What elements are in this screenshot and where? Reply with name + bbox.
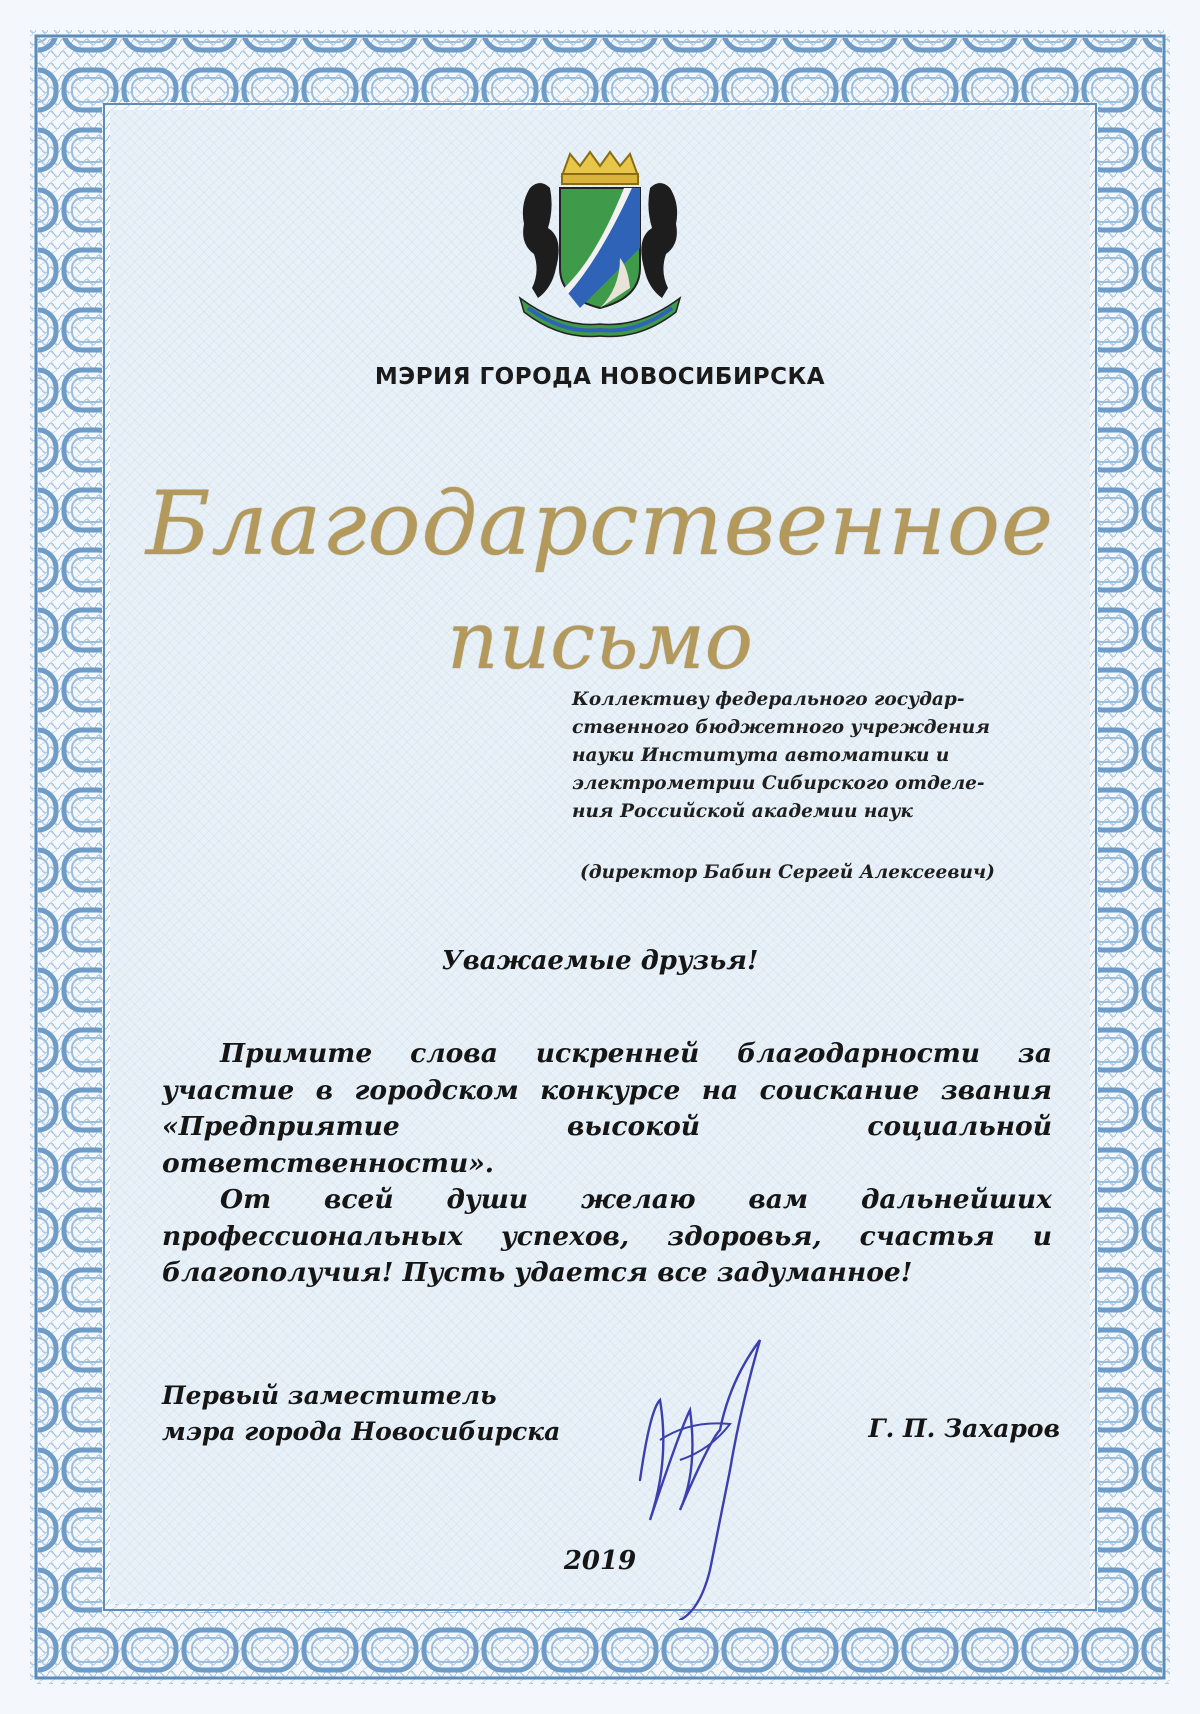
addressee-line: ния Российской академии наук [572,801,913,822]
letter-body [162,1036,1052,1292]
signer-title [162,1378,622,1450]
addressee-line: науки Института автоматики и [572,745,950,766]
signer-title-line-1: Первый заместитель [162,1381,497,1410]
novosibirsk-coat-of-arms-icon [500,148,700,344]
paragraph-2: От всей души желаю вам дальнейших профессиональных успехов, здоровья, счастья и благополучия! Пусть удается все задуманное! [162,1184,1052,1288]
paragraph-1: Примите слова искренней благодарности за участие в городском конкурсе на соискание звания «Предприятие высокой социальной ответственности». [162,1038,1052,1179]
year: 2019 [563,1546,637,1576]
addressee-line: электрометрии Сибирского отделе- [572,773,985,794]
director-line: (директор Бабин Сергей Алексеевич) [580,862,995,883]
addressee-block [572,686,1032,826]
signer-title-line-2: мэра города Новосибирска [162,1417,561,1446]
greeting: Уважаемые друзья! [441,946,759,976]
addressee-line: ственного бюджетного учреждения [572,717,990,738]
title-line-1: Благодарственное [145,472,1055,575]
organization-name: МЭРИЯ ГОРОДА НОВОСИБИРСКА [374,364,826,390]
addressee-line: Коллективу федерального государ- [572,689,965,710]
title-line-2: письмо [447,594,753,687]
signer-name: Г. П. Захаров [868,1414,1060,1443]
